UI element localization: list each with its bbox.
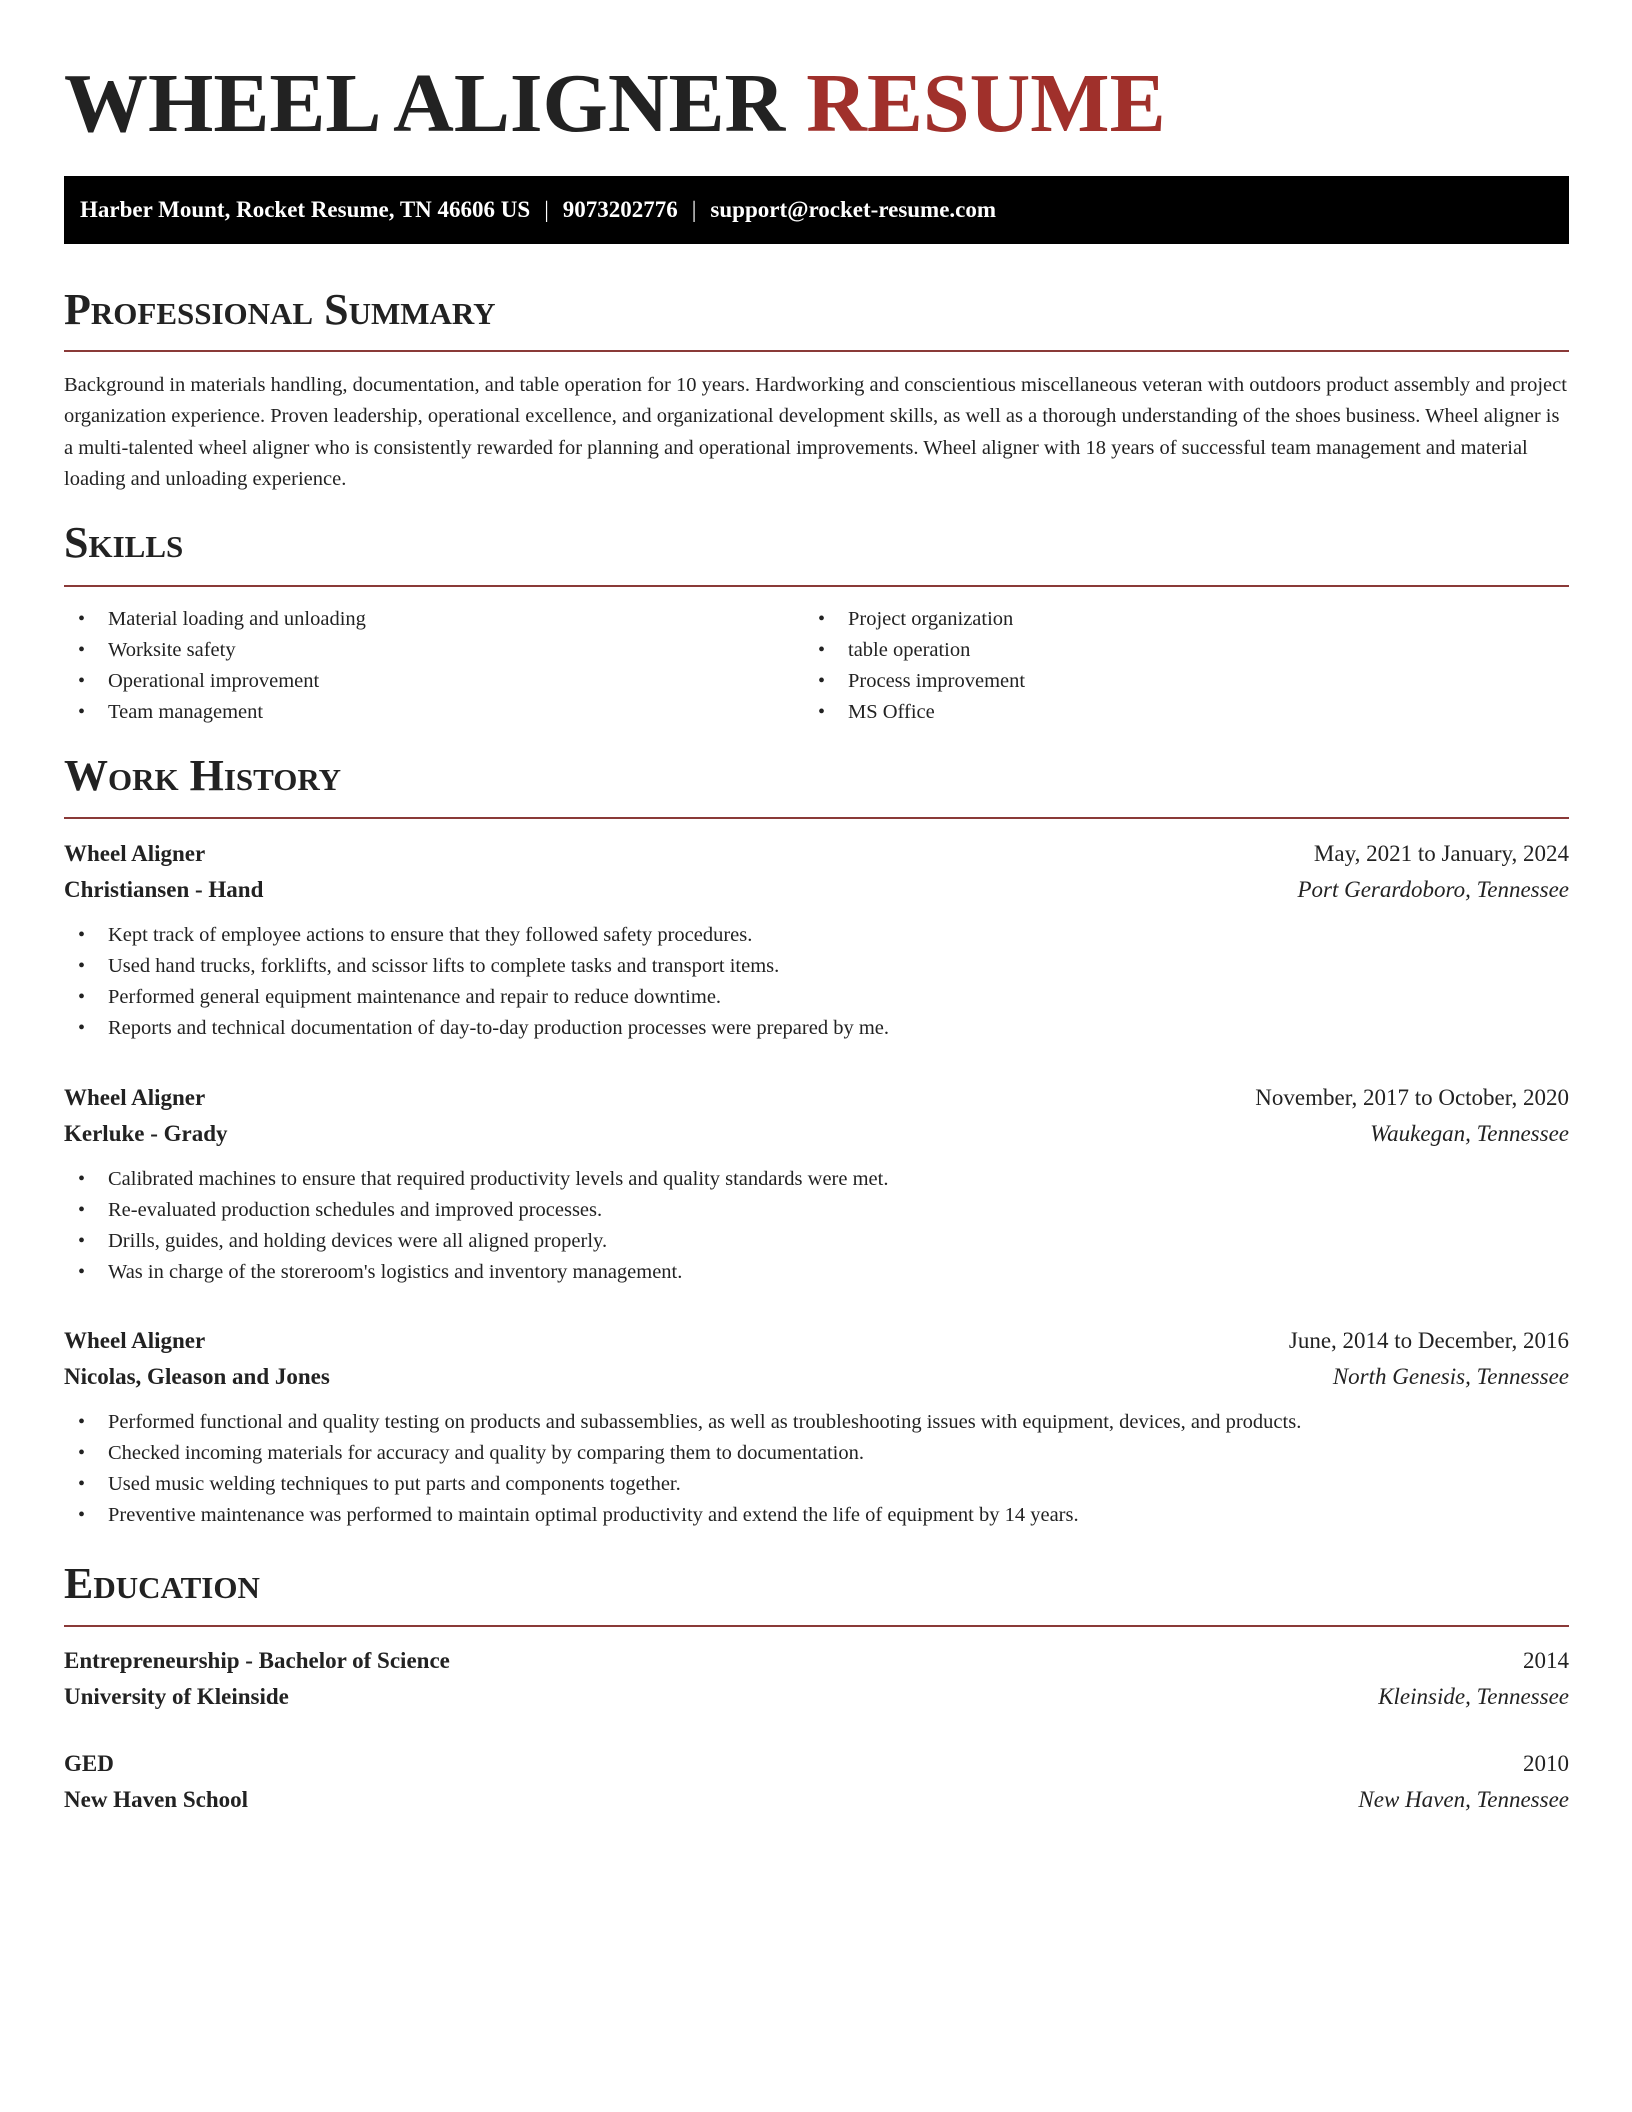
contact-separator: | <box>691 197 697 222</box>
contact-address: Harber Mount, Rocket Resume, TN 46606 US <box>80 197 531 222</box>
job-company: Nicolas, Gleason and Jones <box>64 1364 330 1389</box>
job-duty: • Calibrated machines to ensure that required productivity levels and quality standards were met. <box>64 1164 1569 1195</box>
section-divider <box>64 585 1569 587</box>
contact-phone[interactable]: 9073202776 <box>562 197 678 222</box>
education-year: 2010 <box>1523 1751 1569 1776</box>
skill-item: • Project organization <box>804 604 1025 635</box>
job-entry <box>64 836 1569 1044</box>
skill-item: • Process improvement <box>804 666 1025 697</box>
education-entry <box>64 1643 1569 1715</box>
contact-bar <box>64 176 1569 244</box>
section-title-summary: Professional Summary <box>64 285 496 334</box>
resume-title <box>64 56 1166 152</box>
skill-item: • Worksite safety <box>64 635 366 666</box>
job-duty: • Drills, guides, and holding devices were all aligned properly. <box>64 1226 1569 1257</box>
job-duty: • Reports and technical documentation of day-to-day production processes were prepared by me. <box>64 1013 1569 1044</box>
job-duty: • Performed general equipment maintenance and repair to reduce downtime. <box>64 982 1569 1013</box>
job-dates: November, 2017 to October, 2020 <box>1255 1085 1569 1110</box>
section-title-work-history: Work History <box>64 751 342 800</box>
job-title: Wheel Aligner <box>64 1328 206 1353</box>
skill-item: • Operational improvement <box>64 666 366 697</box>
education-school: University of Kleinside <box>64 1684 289 1709</box>
contact-email[interactable]: support@rocket-resume.com <box>710 197 997 222</box>
job-entry <box>64 1080 1569 1288</box>
skills-column-left <box>64 604 366 728</box>
job-location: Port Gerardoboro, Tennessee <box>1297 877 1569 902</box>
education-year: 2014 <box>1523 1648 1569 1673</box>
education-location: New Haven, Tennessee <box>1358 1787 1569 1812</box>
job-duties <box>64 1164 1569 1288</box>
skill-item: • Team management <box>64 697 366 728</box>
education-school: New Haven School <box>64 1787 248 1812</box>
job-dates: June, 2014 to December, 2016 <box>1288 1328 1569 1353</box>
job-duty: • Re-evaluated production schedules and improved processes. <box>64 1195 1569 1226</box>
section-divider <box>64 350 1569 352</box>
job-duty: • Used hand trucks, forklifts, and scissor lifts to complete tasks and transport items. <box>64 951 1569 982</box>
education-location: Kleinside, Tennessee <box>1378 1684 1569 1709</box>
skill-item: • Material loading and unloading <box>64 604 366 635</box>
job-dates: May, 2021 to January, 2024 <box>1313 841 1569 866</box>
job-company: Christiansen - Hand <box>64 877 264 902</box>
skill-item: • MS Office <box>804 697 1025 728</box>
skill-item: • table operation <box>804 635 1025 666</box>
education-degree: GED <box>64 1751 114 1776</box>
job-duty: • Preventive maintenance was performed to maintain optimal productivity and extend the life of equipment by 14 years. <box>64 1500 1569 1531</box>
job-duty: • Was in charge of the storeroom's logistics and inventory management. <box>64 1257 1569 1288</box>
summary-text: Background in materials handling, documentation, and table operation for 10 years. Hardworking and conscientious miscellaneous veteran with outdoors product assembly and project organization experience. Proven leadership, operational excellence, and organizational development skills, as well as a thorough understanding of the shoes business. Wheel aligner is a multi-talented wheel aligner who is consistently rewarded for planning and operational improvements. Wheel aligner with 18 years of successful team management and material loading and unloading experience. <box>64 374 1567 490</box>
job-duty: • Used music welding techniques to put parts and components together. <box>64 1469 1569 1500</box>
section-divider <box>64 1625 1569 1627</box>
job-location: North Genesis, Tennessee <box>1332 1364 1569 1389</box>
section-title-education: Education <box>64 1559 260 1608</box>
job-duties <box>64 920 1569 1044</box>
job-location: Waukegan, Tennessee <box>1370 1121 1569 1146</box>
title-accent: RESUME <box>806 57 1166 150</box>
job-duties <box>64 1407 1569 1531</box>
skills-column-right <box>804 604 1025 728</box>
section-divider <box>64 817 1569 819</box>
title-main: WHEEL ALIGNER <box>64 57 786 150</box>
job-duty: • Performed functional and quality testing on products and subassemblies, as well as troubleshooting issues with equipment, devices, and products. <box>64 1407 1569 1438</box>
job-entry <box>64 1323 1569 1531</box>
education-degree: Entrepreneurship - Bachelor of Science <box>64 1648 450 1673</box>
education-entry <box>64 1746 1569 1818</box>
job-title: Wheel Aligner <box>64 1085 206 1110</box>
job-company: Kerluke - Grady <box>64 1121 228 1146</box>
job-title: Wheel Aligner <box>64 841 206 866</box>
job-duty: • Checked incoming materials for accuracy and quality by comparing them to documentation. <box>64 1438 1569 1469</box>
section-title-skills: Skills <box>64 518 184 567</box>
contact-separator: | <box>544 197 549 222</box>
job-duty: • Kept track of employee actions to ensure that they followed safety procedures. <box>64 920 1569 951</box>
